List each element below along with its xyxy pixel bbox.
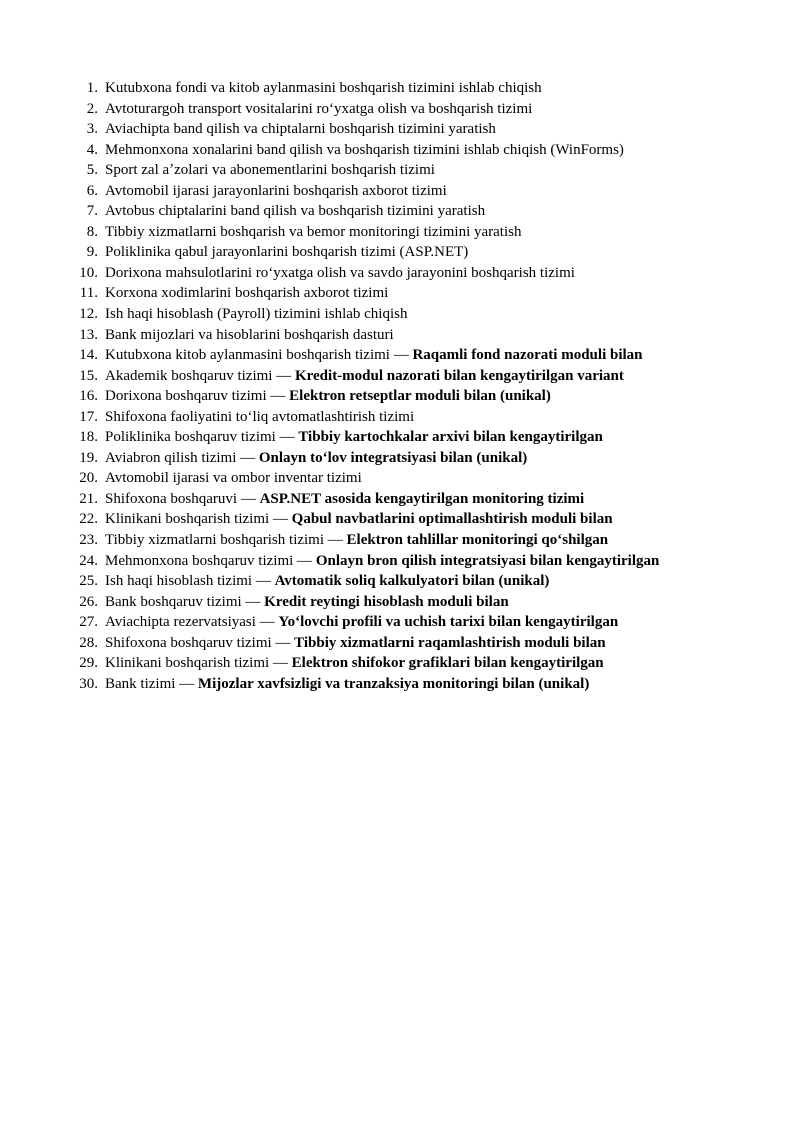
item-number: 7. <box>86 203 98 220</box>
item-text: Tibbiy xizmatlarni boshqarish va bemor monitoringi tizimini yaratish <box>105 223 522 240</box>
list-item <box>75 119 740 140</box>
item-number: 10. <box>79 264 98 281</box>
item-number: 18. <box>79 429 98 446</box>
list-item <box>75 181 740 202</box>
list-item <box>75 304 740 325</box>
item-number: 6. <box>86 182 98 199</box>
item-number: 12. <box>79 306 98 323</box>
list-item <box>75 571 740 592</box>
item-text: Mehmonxona boshqaruv tizimi — <box>105 552 316 569</box>
item-number: 13. <box>79 326 98 343</box>
item-number: 26. <box>79 593 98 610</box>
item-text: Akademik boshqaruv tizimi — <box>105 367 295 384</box>
item-number: 2. <box>86 100 98 117</box>
item-text: Shifoxona boshqaruv tizimi — <box>105 634 295 651</box>
list-item <box>75 468 740 489</box>
item-text: Dorixona mahsulotlarini roʻyxatga olish va savdo jarayonini boshqarish tizimi <box>105 264 575 281</box>
list-item <box>75 551 740 572</box>
list-item <box>75 201 740 222</box>
list-item <box>75 283 740 304</box>
item-text: Bank tizimi — <box>105 675 198 692</box>
item-text: Shifoxona faoliyatini toʻliq avtomatlashtirish tizimi <box>105 408 415 425</box>
item-text: Mehmonxona xonalarini band qilish va boshqarish tizimini ishlab chiqish (WinForms) <box>105 141 624 158</box>
item-bold-text: Avtomatik soliq kalkulyatori bilan (unikal) <box>274 573 550 590</box>
item-text: Poliklinika qabul jarayonlarini boshqarish tizimi (ASP.NET) <box>105 244 469 261</box>
item-text: Ish haqi hisoblash (Payroll) tizimini ishlab chiqish <box>105 306 408 323</box>
item-bold-text: Tibbiy kartochkalar arxivi bilan kengaytirilgan <box>298 429 603 446</box>
item-number: 17. <box>79 408 98 425</box>
item-number: 30. <box>79 675 98 692</box>
list-item <box>75 427 740 448</box>
list-item <box>75 509 740 530</box>
item-bold-text: Elektron tahlillar monitoringi qoʻshilgan <box>346 532 609 549</box>
item-bold-text: Onlayn bron qilish integratsiyasi bilan kengaytirilgan <box>315 552 660 569</box>
list-item <box>75 99 740 120</box>
list-item <box>75 78 740 99</box>
item-text: Klinikani boshqarish tizimi — <box>105 655 292 672</box>
item-number: 28. <box>79 634 98 651</box>
list-item <box>75 633 740 654</box>
list-item <box>75 242 740 263</box>
item-bold-text: Elektron shifokor grafiklari bilan kengaytirilgan <box>291 655 604 672</box>
item-text: Kutubxona kitob aylanmasini boshqarish tizimi — <box>105 347 413 364</box>
item-text: Avtomobil ijarasi jarayonlarini boshqarish axborot tizimi <box>105 182 447 199</box>
item-bold-text: Kredit-modul nazorati bilan kengaytirilgan variant <box>294 367 624 384</box>
project-list <box>75 78 740 694</box>
item-number: 22. <box>79 511 98 528</box>
item-number: 1. <box>86 80 98 96</box>
item-bold-text: Yoʻlovchi profili va uchish tarixi bilan kengaytirilgan <box>278 614 619 631</box>
item-text: Aviabron qilish tizimi — <box>105 449 259 466</box>
item-text: Bank boshqaruv tizimi — <box>105 593 265 610</box>
item-text: Avtomobil ijarasi va ombor inventar tizimi <box>105 470 362 487</box>
item-number: 14. <box>79 347 98 364</box>
item-text: Poliklinika boshqaruv tizimi — <box>105 429 299 446</box>
list-item <box>75 674 740 695</box>
list-item <box>75 160 740 181</box>
list-item <box>75 345 740 366</box>
item-number: 27. <box>79 614 98 631</box>
item-bold-text: Raqamli fond nazorati moduli bilan <box>412 347 643 364</box>
item-number: 5. <box>86 162 98 179</box>
item-text: Avtobus chiptalarini band qilish va boshqarish tizimini yaratish <box>105 203 486 220</box>
item-bold-text: ASP.NET asosida kengaytirilgan monitoring tizimi <box>259 490 585 507</box>
list-item <box>75 489 740 510</box>
item-number: 4. <box>86 141 98 158</box>
item-number: 29. <box>79 655 98 672</box>
list-item <box>75 222 740 243</box>
item-number: 23. <box>79 532 98 549</box>
item-text: Ish haqi hisoblash tizimi — <box>105 573 275 590</box>
item-text: Aviachipta band qilish va chiptalarni boshqarish tizimini yaratish <box>105 121 496 138</box>
item-text: Aviachipta rezervatsiyasi — <box>105 614 279 631</box>
item-number: 19. <box>79 449 98 466</box>
list-item <box>75 592 740 613</box>
item-number: 9. <box>86 244 98 261</box>
item-text: Korxona xodimlarini boshqarish axborot tizimi <box>105 285 389 302</box>
list-item <box>75 407 740 428</box>
list-item <box>75 653 740 674</box>
item-bold-text: Qabul navbatlarini optimallashtirish moduli bilan <box>291 511 613 528</box>
list-item <box>75 325 740 346</box>
item-bold-text: Tibbiy xizmatlarni raqamlashtirish moduli bilan <box>294 634 606 651</box>
list-item <box>75 530 740 551</box>
item-text: Shifoxona boshqaruvi — <box>105 490 260 507</box>
item-text: Avtoturargoh transport vositalarini roʻyxatga olish va boshqarish tizimi <box>105 100 533 117</box>
item-text: Klinikani boshqarish tizimi — <box>105 511 292 528</box>
item-number: 8. <box>86 223 98 240</box>
item-bold-text: Mijozlar xavfsizligi va tranzaksiya monitoringi bilan (unikal) <box>197 675 590 692</box>
item-number: 3. <box>86 121 98 138</box>
item-number: 15. <box>79 367 98 384</box>
item-bold-text: Elektron retseptlar moduli bilan (unikal) <box>289 388 551 405</box>
item-bold-text: Kredit reytingi hisoblash moduli bilan <box>264 593 509 610</box>
item-number: 20. <box>79 470 98 487</box>
item-text: Tibbiy xizmatlarni boshqarish tizimi — <box>105 532 347 549</box>
list-item <box>75 263 740 284</box>
item-number: 24. <box>79 552 98 569</box>
list-item <box>75 386 740 407</box>
list-item <box>75 612 740 633</box>
item-text: Kutubxona fondi va kitob aylanmasini boshqarish tizimini ishlab chiqish <box>105 80 542 96</box>
item-bold-text: Onlayn toʻlov integratsiyasi bilan (unikal) <box>258 449 528 466</box>
item-text: Bank mijozlari va hisoblarini boshqarish dasturi <box>105 326 394 343</box>
item-text: Sport zal aʼzolari va abonementlarini boshqarish tizimi <box>105 162 435 179</box>
list-item <box>75 448 740 469</box>
list-item <box>75 140 740 161</box>
item-number: 25. <box>79 573 98 590</box>
item-number: 21. <box>79 490 98 507</box>
list-item <box>75 366 740 387</box>
item-number: 16. <box>79 388 98 405</box>
item-number: 11. <box>79 285 98 302</box>
item-text: Dorixona boshqaruv tizimi — <box>105 388 290 405</box>
